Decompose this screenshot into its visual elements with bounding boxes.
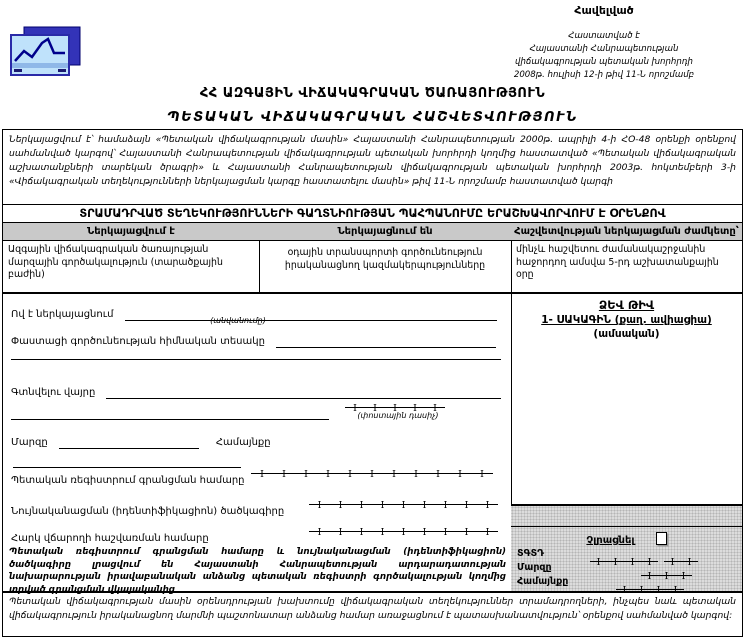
- postal-code-caption: (փոստային դասիչ): [357, 411, 439, 420]
- nace-cells-sub[interactable]: [664, 550, 698, 562]
- postal-code-cells[interactable]: [345, 396, 445, 408]
- table-cell-submitted-by: օդային տրանսպորտի գործունեություն իրականացնող կազմակերպությունները: [259, 241, 512, 293]
- approval-line: Հայաստանի Հանրապետության: [529, 43, 679, 54]
- approval-lines: [469, 30, 739, 82]
- nss-logo: [8, 25, 82, 79]
- identification-cells[interactable]: [309, 493, 498, 505]
- table-header-deadline: Հաշվետվության ներկայացման ժամկետը՝: [511, 223, 743, 241]
- form-number-box: [511, 293, 743, 505]
- table-header-submitted-by: Ներկայացնում են: [259, 223, 512, 241]
- chart-logo-icon: [8, 25, 82, 79]
- who-submits-label: Ով է ներկայացնում: [11, 309, 114, 320]
- form-number-title: ՁԵՎ ԹԻՎ: [598, 298, 655, 312]
- marz-code-label: Մարզը: [517, 562, 552, 573]
- do-not-fill-label: Չլրացնել: [586, 535, 635, 546]
- nace-cells-main[interactable]: [590, 550, 658, 562]
- marz-label: Մարզը: [11, 437, 48, 448]
- marz-code-cells[interactable]: [641, 564, 692, 576]
- taxpayer-label: Հարկ վճարողի հաշվառման համարը: [11, 533, 209, 544]
- register-note: Պետական ռեգիստրում գրանցման համարը և նույնականացման (իդենտիֆիկացիոն) ծածկագիրը լրացվում են Հայաստանի Հանրապետության արդարադատության նախարարության իրավաբանական անձանց պետական ռեգիստրի գործակալության կողմից տրված գրանցման վկայականից: [9, 547, 506, 595]
- confidentiality-banner: ՏՐԱՄԱԴՐՎԱԾ ՏԵՂԵԿՈՒԹՅՈՒՆՆԵՐԻ ԳԱՂՏՆԻՈՒԹՅԱՆ ՊԱՀՊԱՆՈՒՄԸ ԵՐԱՇԽԱՎՈՐՎՈՒՄ Է ՕՐԵՆՔՈՎ: [2, 205, 743, 223]
- nace-row: [511, 547, 742, 562]
- community-code-cells[interactable]: [616, 578, 684, 590]
- page-subtitle: ՊԵՏԱԿԱՆ ՎԻՃԱԿԱԳՐԱԿԱՆ ՀԱՇՎԵՏՎՈՒԹՅՈՒՆ: [167, 110, 578, 125]
- marz-input-line[interactable]: [59, 435, 199, 449]
- identification-row: [11, 499, 284, 518]
- who-submits-caption: (անվանումը): [210, 316, 266, 325]
- table-cell-deadline: մինչև հաշվետու ժամանակաշրջանին հաջորդող ամսվա 5-րդ աշխատանքային օրը: [511, 241, 743, 293]
- community-code-row: [511, 576, 742, 590]
- marz-code-row: [511, 562, 742, 576]
- codes-box: [511, 527, 743, 592]
- liability-footnote: Պետական վիճակագրության մասին օրենսդրության խախտումը վիճակագրական տեղեկություններ տրամադրողների, ինչպես նաև պետական վիճակագրություն իրականացնող մարմնի պաշտոնատար անձանց համար առաջացնում է պատասխանատվություն՝ օրենքով սահմանված կարգով:: [2, 592, 743, 637]
- community-input-line[interactable]: [13, 454, 241, 468]
- page-title: ՀՀ ԱԶԳԱՅԻՆ ՎԻՃԱԿԱԳՐԱԿԱՆ ԾԱՌԱՅՈՒԹՅՈՒՆ: [199, 86, 546, 101]
- identification-label: Նույնականացման (իդենտիֆիկացիոն) ծածկագիրը: [11, 506, 285, 517]
- form-periodicity: (ամսական): [593, 328, 660, 340]
- table-header-submitted-to: Ներկայացվում է: [2, 223, 260, 241]
- legal-basis-paragraph: Ներկայացվում է՝ համաձայն «Պետական վիճակագրության մասին» Հայաստանի Հանրապետության 2000թ. ապրիլի 4-ի ՀՕ-48 օրենքի օրենքով սահմանված կարգով՝ Հայաստանի Հանրապետության վիճակագրության պետական խորհրդի կողմից հաստատված «Պետական վիճակագրական աշխատանքների տարեկան ծրագրի» և Հայաստանի Հանրապետության վիճակագրության պետական խորհրդի 2003թ. հոկտեմբերի 3-ի «Վիճակագրական տեղեկությունների ներկայացման կարգը հաստատելու մասին» թիվ 11-Ն որոշմամբ հաստատված կարգի: [2, 129, 743, 205]
- taxpayer-row: [11, 526, 209, 545]
- approval-line: վիճակագրության պետական խորհրդի: [515, 56, 693, 67]
- nace-label: ՏԳՏԴ: [517, 548, 545, 559]
- approval-line: 2008թ. հուլիսի 12-ի թիվ 11-Ն որոշմամբ: [513, 69, 695, 80]
- gray-separator-strip: [511, 505, 743, 527]
- location-continuation-line[interactable]: [11, 406, 329, 420]
- activity-label: Փաստացի գործունեության հիմնական տեսակը: [11, 336, 265, 347]
- taxpayer-cells[interactable]: [309, 520, 498, 532]
- state-register-row: [11, 468, 245, 487]
- do-not-fill-row: [511, 528, 742, 547]
- community-label: Համայնքը: [215, 437, 271, 448]
- do-not-fill-checkbox[interactable]: [656, 532, 667, 545]
- approval-block: [469, 4, 739, 82]
- respondent-details-box: [2, 293, 512, 595]
- approval-line: Հաստատված է: [568, 31, 640, 41]
- activity-continuation-line[interactable]: [11, 346, 501, 360]
- form-number-value: 1- ՍԱԿԱԳԻՆ (քաղ. ավիացիա): [541, 314, 712, 326]
- community-code-label: Համայնքը: [517, 576, 569, 587]
- location-label: Գտնվելու վայրը: [11, 387, 96, 398]
- state-register-label: Պետական ռեգիստրում գրանցման համարը: [11, 475, 245, 486]
- appendix-label: Հավելված: [574, 4, 634, 17]
- state-register-cells[interactable]: [251, 462, 493, 474]
- table-cell-submitted-to: Ազգային վիճակագրական ծառայության մարզային գործակալություն (տարածքային բաժին): [2, 241, 260, 293]
